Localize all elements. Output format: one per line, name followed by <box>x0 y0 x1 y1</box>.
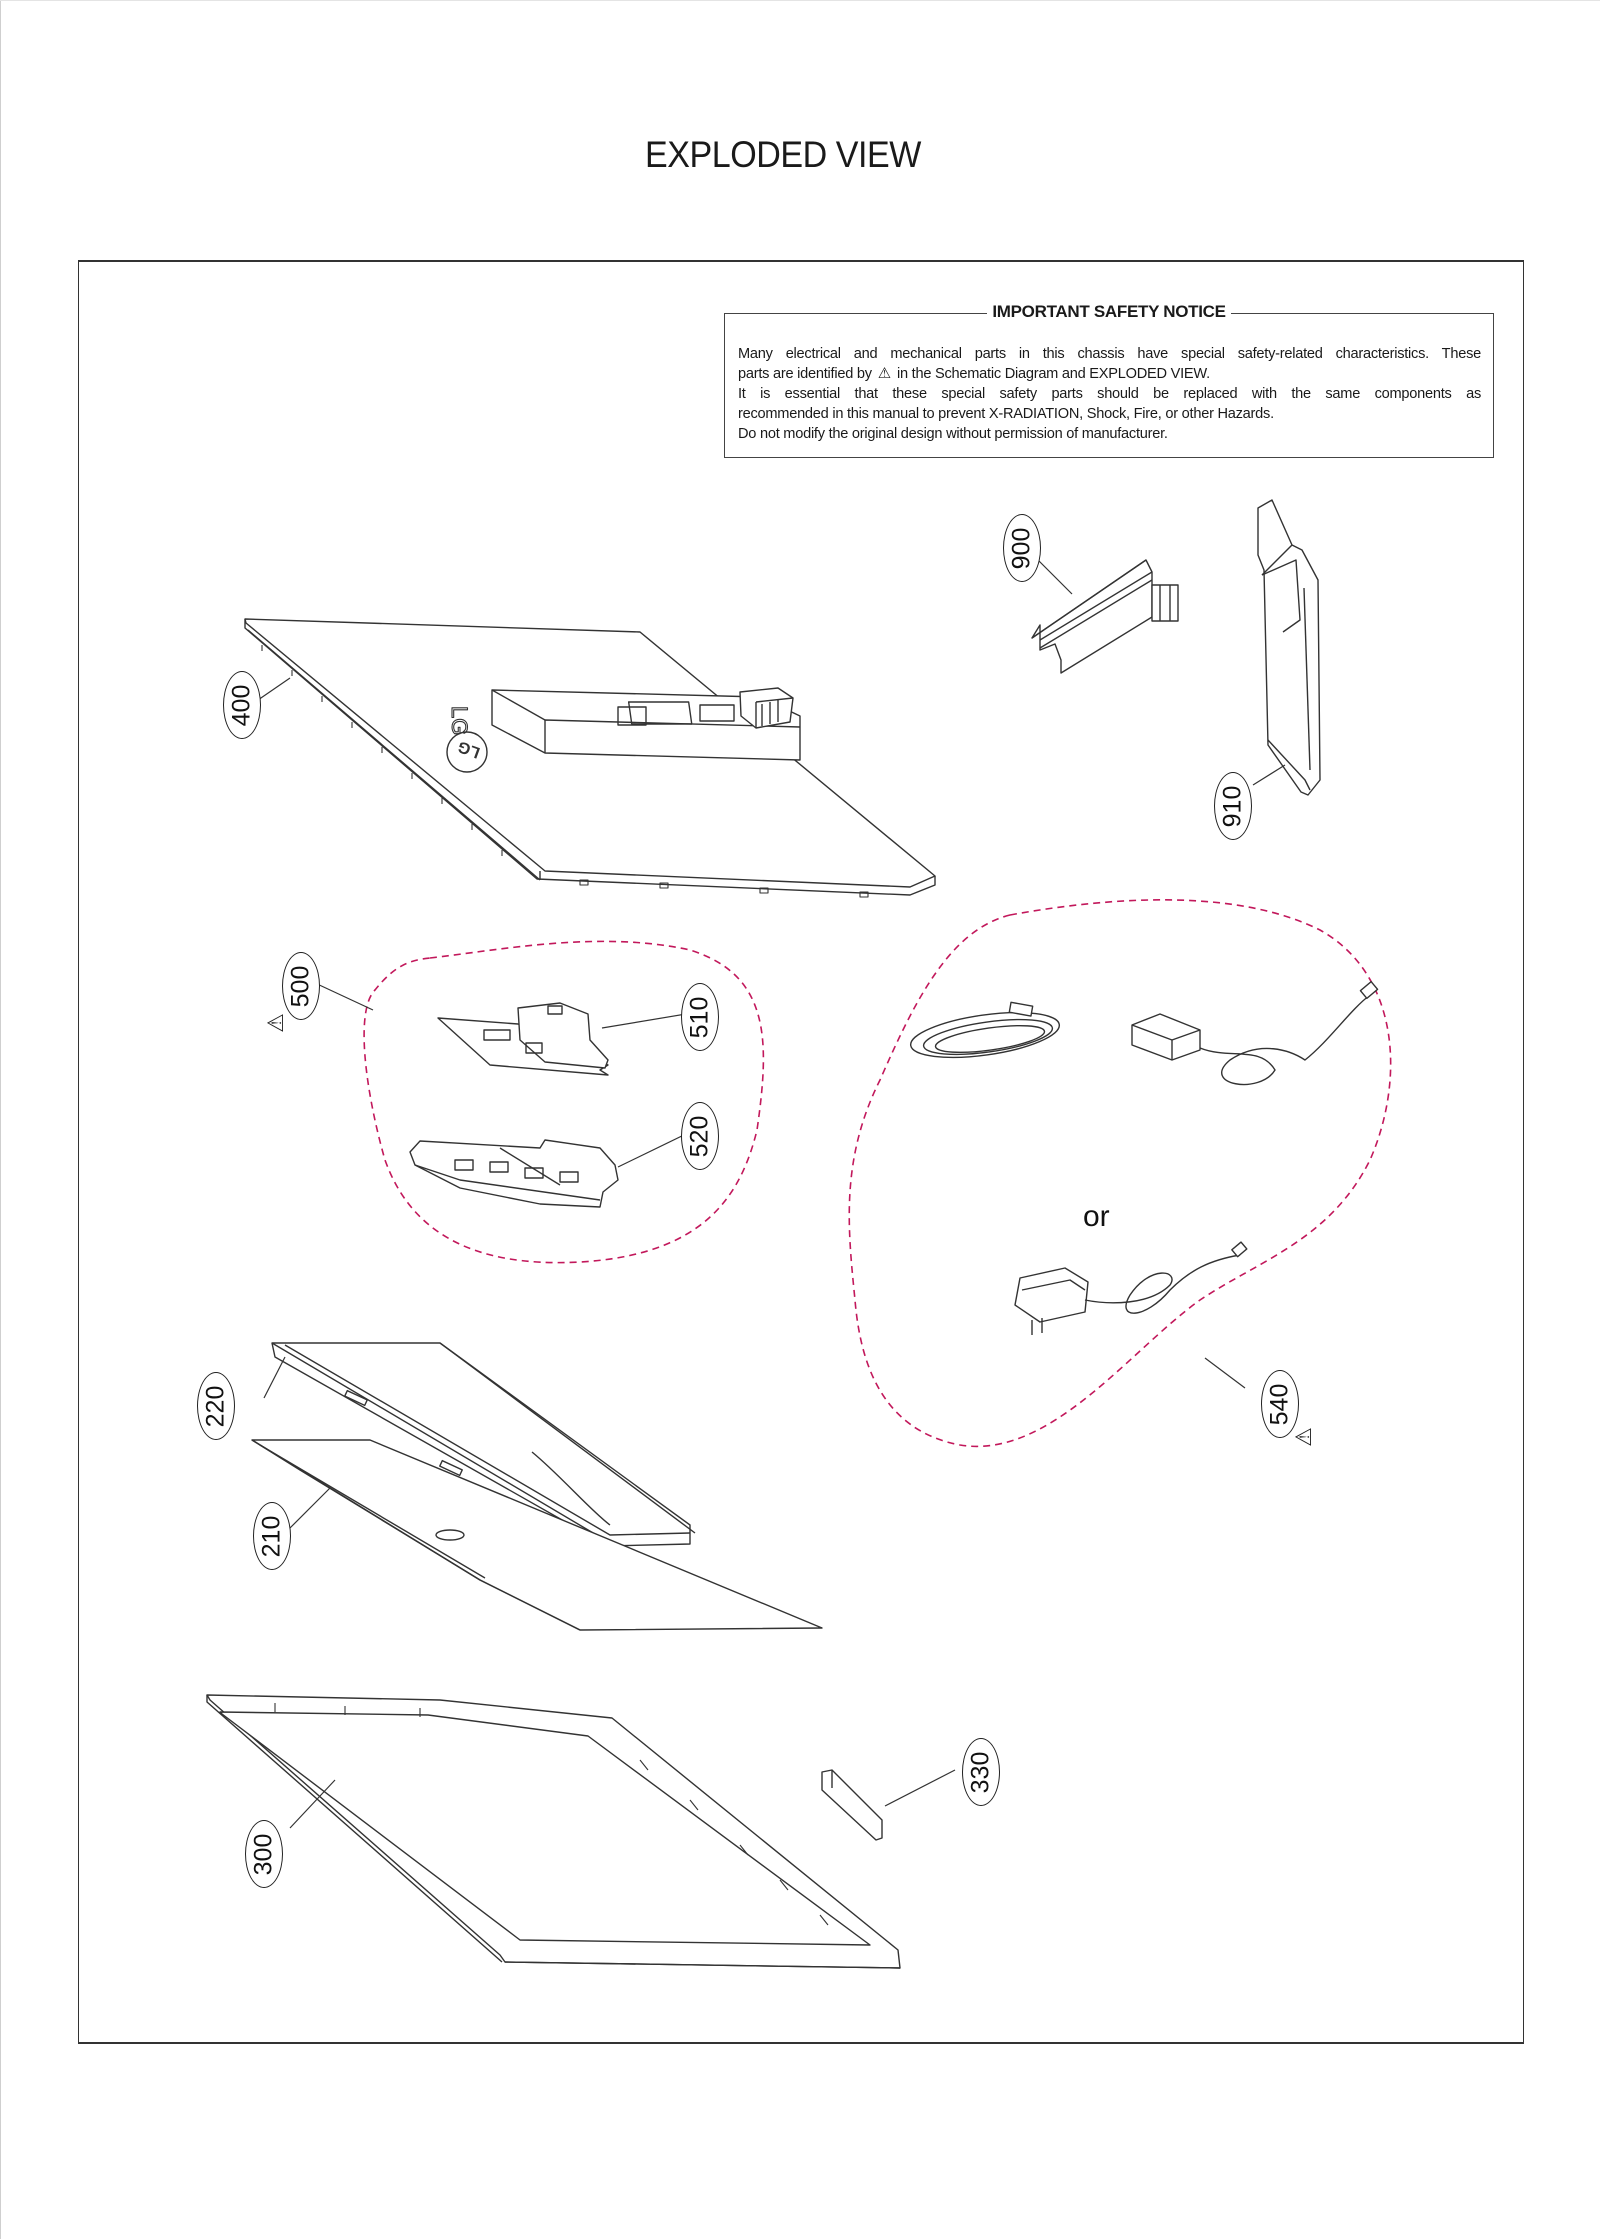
part-910-stand-base <box>1258 500 1320 795</box>
notice-line-5: Do not modify the original design without permission of manufacturer. <box>738 426 1168 442</box>
part-540-power-supply <box>908 982 1378 1335</box>
warning-triangle-icon-540: ⚠ <box>1290 1427 1316 1447</box>
part-300-front-bezel <box>207 1695 900 1968</box>
callout-500: 500 <box>282 952 320 1020</box>
page-title: EXPLODED VIEW <box>645 134 921 175</box>
notice-line-2-before: parts are identified by <box>738 366 872 382</box>
part-400-rear-cover <box>245 619 935 897</box>
notice-line-1: Many electrical and mechanical parts in this chassis have special safety-related characteristics. These <box>738 346 1481 362</box>
safety-notice-heading: IMPORTANT SAFETY NOTICE <box>987 302 1230 321</box>
callout-210: 210 <box>253 1502 291 1570</box>
callout-540: 540 <box>1261 1370 1299 1438</box>
part-520-board-bracket <box>410 1140 618 1207</box>
callout-910: 910 <box>1214 772 1252 840</box>
callout-330: 330 <box>962 1738 1000 1806</box>
notice-line-2-after: in the Schematic Diagram and EXPLODED VIEW. <box>897 366 1210 382</box>
svg-text:LG: LG <box>455 737 483 761</box>
callout-400: 400 <box>223 671 261 739</box>
callout-300: 300 <box>245 1820 283 1888</box>
part-900-stand-neck <box>1032 560 1178 673</box>
part-510-main-board <box>438 1003 608 1075</box>
callout-220: 220 <box>197 1372 235 1440</box>
notice-line-3: It is essential that these special safety parts should be replaced with the same components as <box>738 386 1481 402</box>
notice-line-4: recommended in this manual to prevent X-RADIATION, Shock, Fire, or other Hazards. <box>738 406 1274 422</box>
callout-520: 520 <box>681 1102 719 1170</box>
warning-triangle-icon-500: ⚠ <box>262 1013 288 1033</box>
group-540-outline <box>849 900 1390 1447</box>
alternative-or-label: or <box>1083 1200 1110 1233</box>
svg-text:LG: LG <box>447 706 472 736</box>
part-330-bracket <box>822 1770 882 1840</box>
callout-900: 900 <box>1003 514 1041 582</box>
warning-triangle-icon: ⚠ <box>877 365 891 382</box>
callout-510: 510 <box>681 983 719 1051</box>
